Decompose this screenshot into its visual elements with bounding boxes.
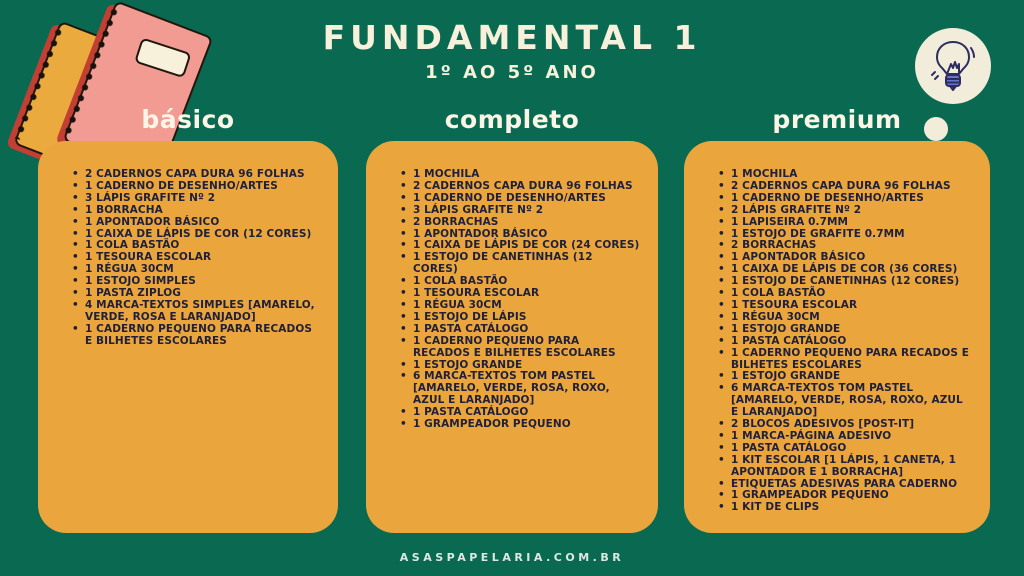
list-item: • 1 APONTADOR BÁSICO xyxy=(400,229,640,241)
list-item: • 1 CAIXA DE LÁPIS DE COR (24 CORES) xyxy=(400,240,640,252)
list-item: • 1 PASTA ZIPLOG xyxy=(72,288,320,300)
list-item: • 1 CAIXA DE LÁPIS DE COR (12 CORES) xyxy=(72,229,320,241)
page-subtitle: 1º AO 5º ANO xyxy=(425,62,599,83)
supply-list-basico xyxy=(72,169,320,348)
list-item: • 1 PASTA CATÁLOGO xyxy=(400,324,640,336)
list-item: • 1 CADERNO PEQUENO PARA RECADOS E BILHETES ESCOLARES xyxy=(72,324,320,348)
list-item: • 1 RÉGUA 30CM xyxy=(400,300,640,312)
list-item: • 1 APONTADOR BÁSICO xyxy=(72,217,320,229)
list-item: • 1 ESTOJO GRANDE xyxy=(718,324,972,336)
list-item: • 1 KIT DE CLIPS xyxy=(718,502,972,514)
list-item: • 1 PASTA CATÁLOGO xyxy=(400,407,640,419)
website-url: ASASPAPELARIA.COM.BR xyxy=(399,551,625,564)
list-item: • ETIQUETAS ADESIVAS PARA CADERNO xyxy=(718,479,972,491)
list-item: • 1 ESTOJO GRANDE xyxy=(718,371,972,383)
list-item: • 1 GRAMPEADOR PEQUENO xyxy=(400,419,640,431)
list-item: • 1 MOCHILA xyxy=(718,169,972,181)
list-item: • 2 CADERNOS CAPA DURA 96 FOLHAS xyxy=(718,181,972,193)
list-item: • 1 CADERNO PEQUENO PARA RECADOS E BILHETES ESCOLARES xyxy=(718,348,972,372)
list-item: • 1 MOCHILA xyxy=(400,169,640,181)
list-item: • 3 LÁPIS GRAFITE Nº 2 xyxy=(72,193,320,205)
list-item: • 1 PASTA CATÁLOGO xyxy=(718,336,972,348)
list-item: • 1 COLA BASTÃO xyxy=(400,276,640,288)
lightbulb-icon xyxy=(927,38,979,94)
list-item: • 1 CADERNO DE DESENHO/ARTES xyxy=(718,193,972,205)
list-item: • 1 ESTOJO DE CANETINHAS (12 CORES) xyxy=(400,252,640,276)
list-item: • 1 CADERNO DE DESENHO/ARTES xyxy=(400,193,640,205)
list-item: • 2 BORRACHAS xyxy=(718,240,972,252)
list-item: • 2 BLOCOS ADESIVOS [POST-IT] xyxy=(718,419,972,431)
list-item: • 1 MARCA-PÁGINA ADESIVO xyxy=(718,431,972,443)
list-item: • 1 TESOURA ESCOLAR xyxy=(400,288,640,300)
list-item: • 2 CADERNOS CAPA DURA 96 FOLHAS xyxy=(72,169,320,181)
list-item: • 2 BORRACHAS xyxy=(400,217,640,229)
column-header-premium: premium xyxy=(772,105,902,134)
list-item: • 1 CAIXA DE LÁPIS DE COR (36 CORES) xyxy=(718,264,972,276)
lightbulb-badge xyxy=(915,28,991,104)
list-item: • 6 MARCA-TEXTOS TOM PASTEL [AMARELO, VERDE, ROSA, ROXO, AZUL E LARANJADO] xyxy=(718,383,972,419)
list-item: • 1 GRAMPEADOR PEQUENO xyxy=(718,490,972,502)
list-item: • 1 BORRACHA xyxy=(72,205,320,217)
list-item: • 1 KIT ESCOLAR [1 LÁPIS, 1 CANETA, 1 APONTADOR E 1 BORRACHA] xyxy=(718,455,972,479)
list-item: • 1 ESTOJO GRANDE xyxy=(400,360,640,372)
list-item: • 1 RÉGUA 30CM xyxy=(718,312,972,324)
list-item: • 3 LÁPIS GRAFITE Nº 2 xyxy=(400,205,640,217)
list-item: • 1 ESTOJO DE CANETINHAS (12 CORES) xyxy=(718,276,972,288)
list-item: • 1 COLA BASTÃO xyxy=(718,288,972,300)
list-item: • 1 RÉGUA 30CM xyxy=(72,264,320,276)
list-item: • 1 COLA BASTÃO xyxy=(72,240,320,252)
card-completo xyxy=(366,141,658,533)
list-item: • 1 ESTOJO SIMPLES xyxy=(72,276,320,288)
list-item: • 2 LÁPIS GRAFITE Nº 2 xyxy=(718,205,972,217)
notebook-name-label xyxy=(134,37,191,78)
list-item: • 1 CADERNO PEQUENO PARA RECADOS E BILHETES ESCOLARES xyxy=(400,336,640,360)
list-item: • 4 MARCA-TEXTOS SIMPLES [AMARELO, VERDE, ROSA E LARANJADO] xyxy=(72,300,320,324)
column-header-basico: básico xyxy=(141,105,235,134)
supply-list-completo xyxy=(400,169,640,431)
list-item: • 2 CADERNOS CAPA DURA 96 FOLHAS xyxy=(400,181,640,193)
list-item: • 1 PASTA CATÁLOGO xyxy=(718,443,972,455)
page-title: FUNDAMENTAL 1 xyxy=(322,18,702,57)
list-item: • 1 LAPISEIRA 0.7MM xyxy=(718,217,972,229)
list-item: • 1 ESTOJO DE GRAFITE 0.7MM xyxy=(718,229,972,241)
card-premium xyxy=(684,141,990,533)
list-item: • 1 TESOURA ESCOLAR xyxy=(72,252,320,264)
column-header-completo: completo xyxy=(444,105,580,134)
supply-list-premium xyxy=(718,169,972,514)
list-item: • 1 CADERNO DE DESENHO/ARTES xyxy=(72,181,320,193)
card-basico xyxy=(38,141,338,533)
list-item: • 1 TESOURA ESCOLAR xyxy=(718,300,972,312)
list-item: • 1 APONTADOR BÁSICO xyxy=(718,252,972,264)
list-item: • 1 ESTOJO DE LÁPIS xyxy=(400,312,640,324)
list-item: • 6 MARCA-TEXTOS TOM PASTEL [AMARELO, VERDE, ROSA, ROXO, AZUL E LARANJADO] xyxy=(400,371,640,407)
